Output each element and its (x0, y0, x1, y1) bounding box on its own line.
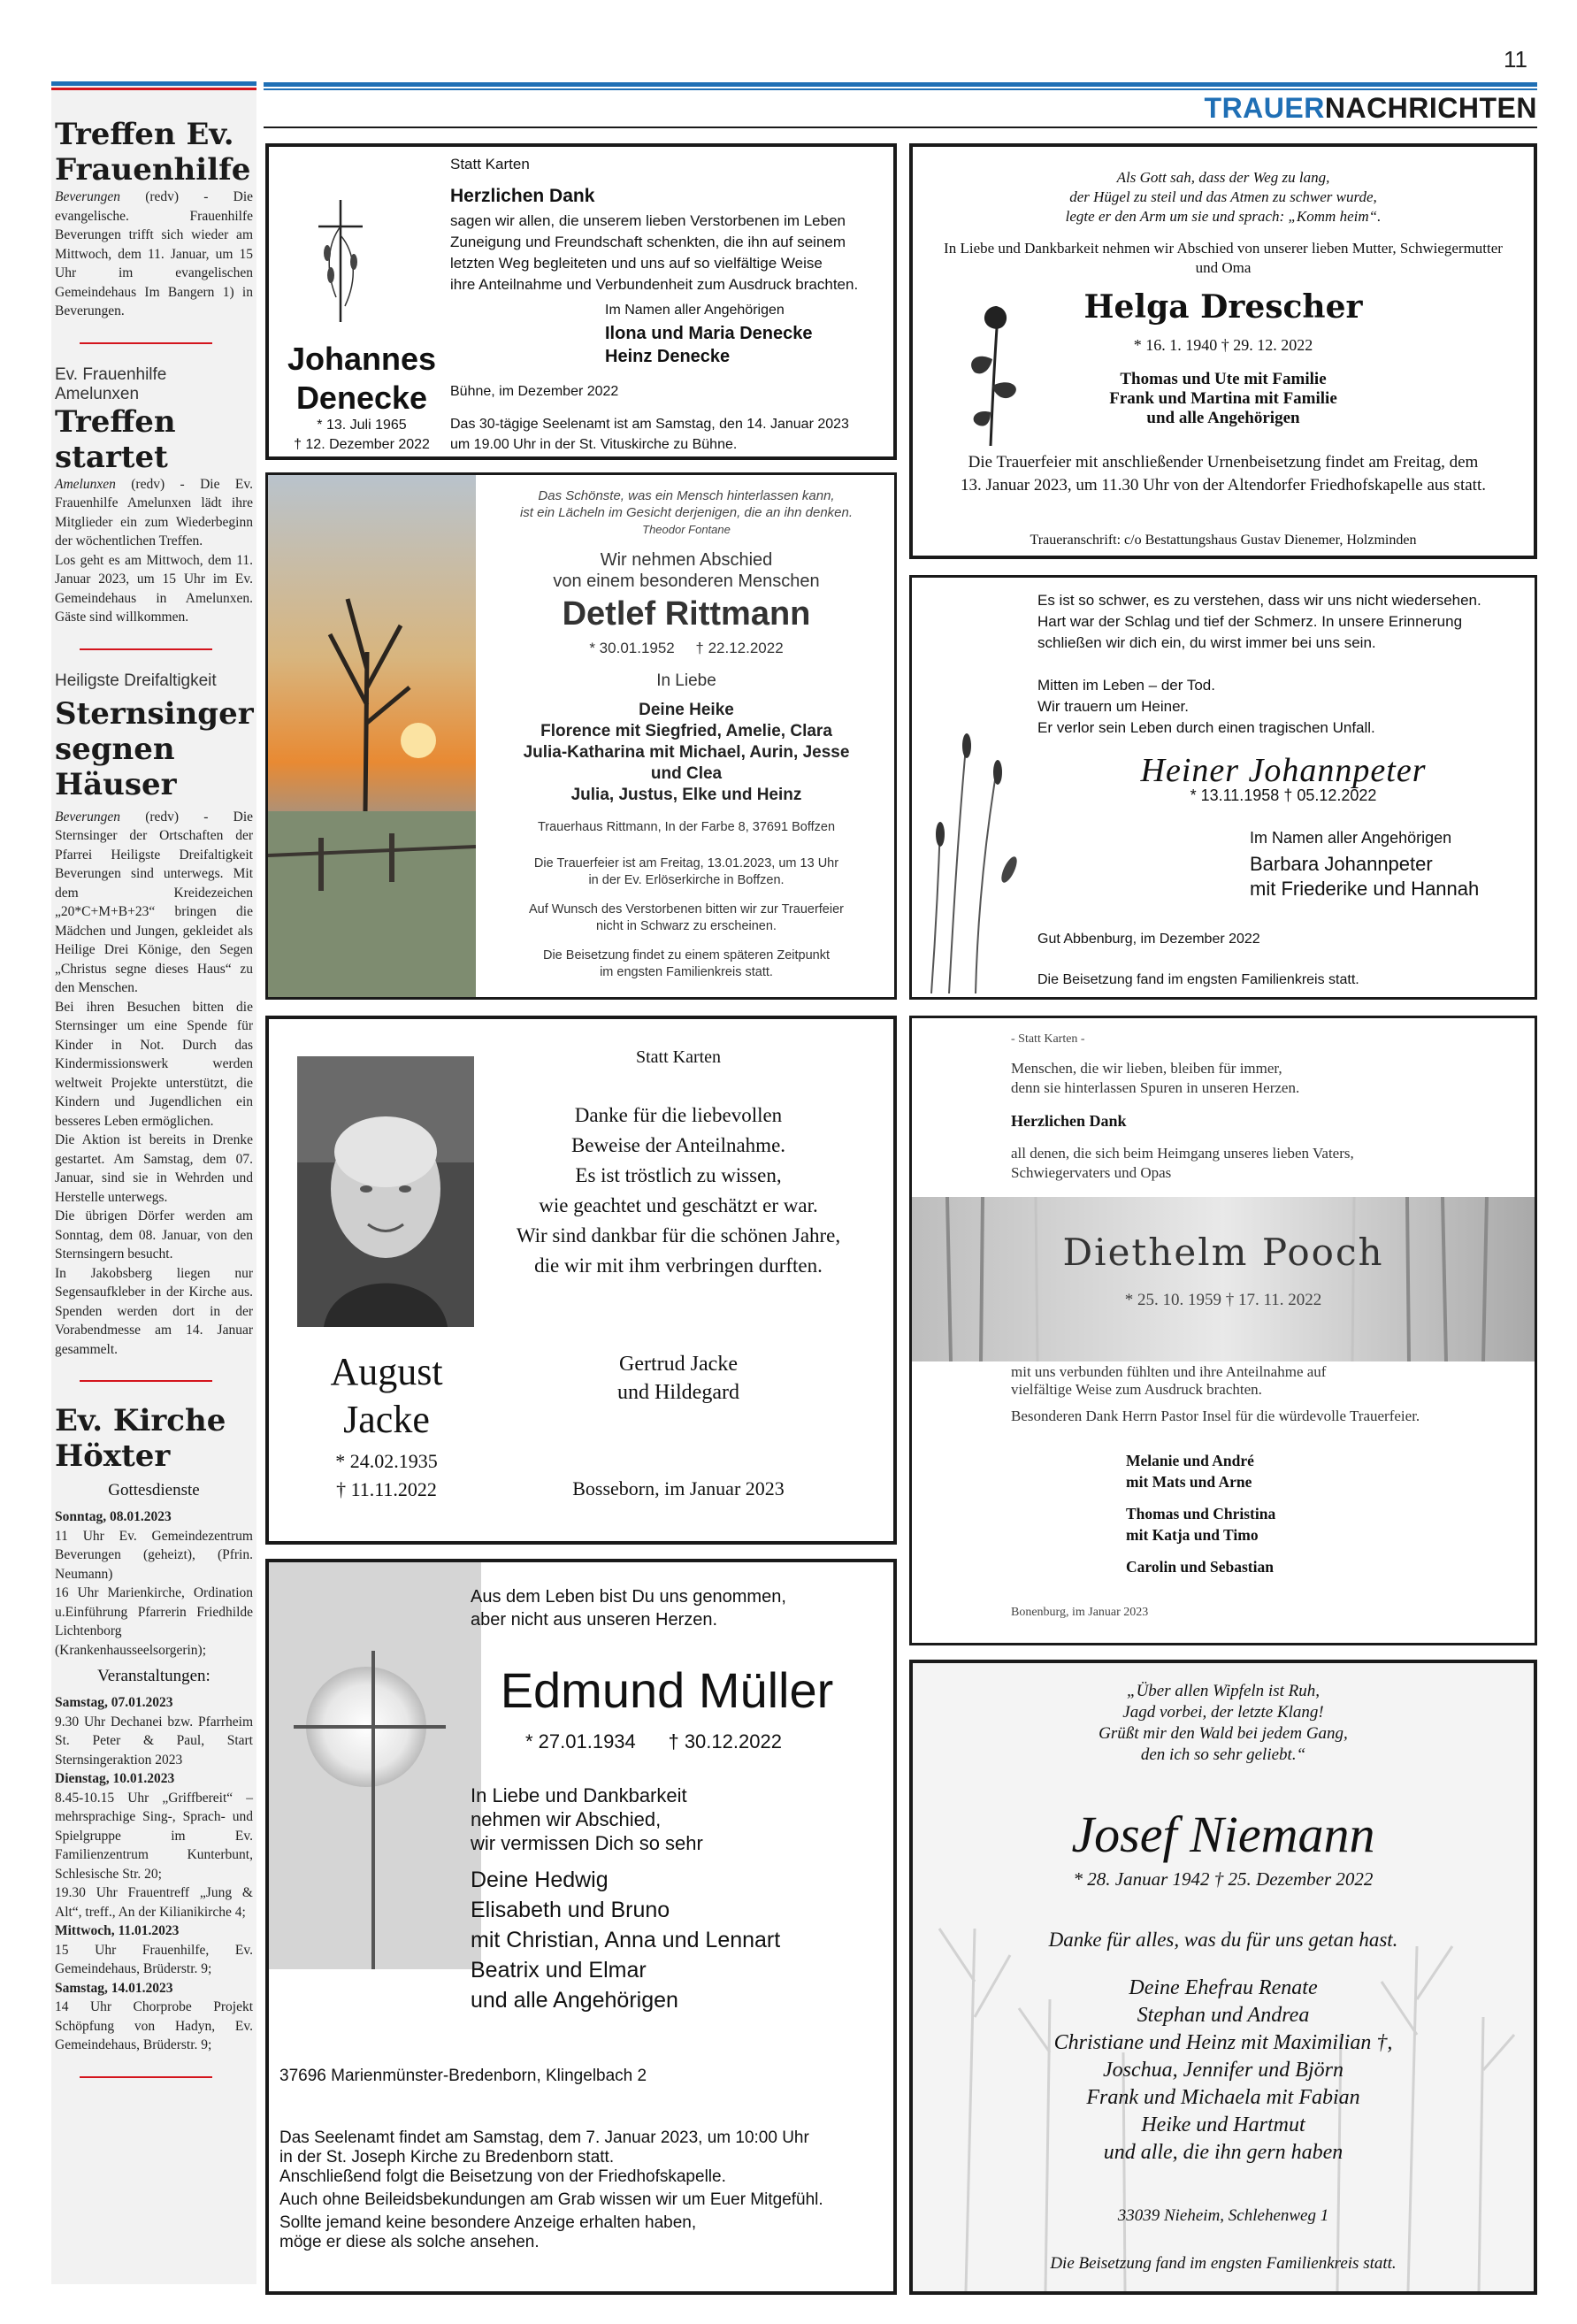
article-kicker: Heiligste Dreifaltigkeit (55, 671, 217, 690)
poem: Es ist so schwer, es zu verstehen, dass wir uns nicht wiedersehen. Hart war der Schlag und tief der Schmerz. In unsere Erinnerung schließen wir dich ein, du wirst immer bei uns sein. (1037, 592, 1481, 651)
place-date: Bosseborn, im Januar 2023 (572, 1477, 785, 1499)
forest-image (912, 1197, 1535, 1361)
statt-karten: - Statt Karten - (1011, 1032, 1085, 1046)
subheading: Veranstaltungen: (97, 1667, 211, 1685)
obituary-rittmann (265, 472, 897, 1000)
event-date: Sonntag, 08.01.2023 (55, 1509, 172, 1524)
deceased-name: Helga Drescher (1083, 288, 1363, 326)
article-title: Sternsinger segnen Häuser (55, 695, 254, 802)
wish-info: Auf Wunsch des Verstorbenen bitten wir zur Trauerfeier nicht in Schwarz zu erscheinen. (529, 902, 844, 933)
article-body: In Jakobsberg liegen nur Segensaufkleber in der Kirche aus. Spenden werden dort in der Vorabendmesse am 14. Januar gesammelt. (55, 1265, 253, 1357)
burial-info: Die Beisetzung fand im engsten Familienkreis statt. (1050, 2254, 1397, 2273)
life-dates: * 13. Juli 1965 † 12. Dezember 2022 (294, 418, 430, 452)
wheat-icon (914, 702, 1046, 993)
event-text: 16 Uhr Marienkirche, Ordination u.Einführung Pfarrerin Friedhilde Lichtenborg (Krankenhausseelsorgerin); (55, 1585, 253, 1658)
left-article-1 (55, 117, 253, 2099)
left-column-red-bar (51, 88, 256, 90)
article-kicker: Ev. Frauenhilfe Amelunxen (55, 364, 167, 403)
deceased-name: Heiner Johannpeter (1140, 752, 1427, 789)
obituary-niemann (909, 1660, 1537, 2295)
im-namen: Im Namen aller Angehörigen (1250, 829, 1452, 847)
article-title: Treffen startet (55, 403, 176, 475)
farewell-text: In Liebe und Dankbarkeit nehmen wir Abschied, wir vermissen Dich so sehr (471, 1784, 703, 1854)
dank-heading: Herzlichen Dank (450, 186, 595, 206)
event-text: 8.45-10.15 Uhr „Griffbereit“ – mehrsprachige Sing-, Sprach- und Spielgruppe im Ev. Familienzentrum Kunterbunt, Schlesische Str. 20; (55, 1790, 253, 1882)
article-title: Treffen Ev. Frauenhilfe (55, 117, 251, 188)
moon-cross-image (269, 1562, 481, 1969)
portrait-photo (297, 1056, 474, 1327)
family-names: Ilona und Maria Denecke Heinz Denecke (605, 324, 813, 366)
intro-text: Menschen, die wir lieben, bleiben für immer, denn sie hinterlassen Spuren in unseren Herzen. (1011, 1060, 1300, 1096)
funeral-info: Die Trauerfeier ist am Freitag, 13.01.2023, um 13 Uhr in der Ev. Erlöserkirche in Boffzen. (533, 856, 839, 887)
article-body: Beverungen (redv) - Die evangelische. Frauenhilfe Beverungen trifft sich wieder am Mittwoch, dem 11. Januar, um 15 Uhr im evangelischen Gemeindehaus Im Bangern 1) in Beverungen. (55, 189, 253, 318)
burial-info: Die Beisetzung fand im engsten Familienkreis statt. (1037, 972, 1359, 987)
family-names: Deine Ehefrau Renate Stephan und Andrea Christiane und Heinz mit Maximilian †, Joschua, Jennifer und Björn Frank und Michaela mit Fabian Heike und Hartmut und alle, die ihn gern haben (1053, 1976, 1393, 2164)
life-dates: * 25. 10. 1959 † 17. 11. 2022 (1124, 1291, 1322, 1309)
life-dates: * 16. 1. 1940 † 29. 12. 2022 (1133, 336, 1313, 354)
life-dates: * 24.02.1935 † 11.11.2022 (335, 1450, 438, 1500)
address: 37696 Marienmünster-Bredenborn, Klingelbach 2 (279, 2067, 647, 2085)
divider (80, 342, 212, 344)
sunset-tree-image (268, 475, 476, 997)
family-names: Deine Hedwig Elisabeth und Bruno mit Christian, Anna und Lennart Beatrix und Elmar und alle Angehörigen (471, 1868, 781, 2013)
life-dates: * 28. Januar 1942 † 25. Dezember 2022 (1073, 1868, 1374, 1890)
burial-info: Die Beisetzung findet zu einem späteren Zeitpunkt im engsten Familienkreis statt. (542, 948, 831, 979)
address: 33039 Nieheim, Schlehenweg 1 (1117, 2206, 1329, 2225)
event-text: 9.30 Uhr Dechanei bzw. Pfarrheim St. Peter & Paul, Start Sternsingeraktion 2023 (55, 1714, 253, 1768)
deceased-name: Edmund Müller (500, 1662, 834, 1718)
obituary-jacke (265, 1016, 897, 1545)
intro-text: Wir nehmen Abschied von einem besonderen Menschen (553, 550, 820, 591)
section-title: TRAUERNACHRICHTEN (1204, 92, 1537, 124)
life-dates: * 30.01.1952 † 22.12.2022 (589, 640, 784, 656)
event-date: Mittwoch, 11.01.2023 (55, 1923, 180, 1938)
article-body: Amelunxen (redv) - Die Ev. Frauenhilfe Amelunxen lädt ihre Mitglieder ein zum Wiederbeginn der wöchentlichen Treffen. (55, 476, 253, 548)
quote: Als Gott sah, dass der Weg zu lang, der Hügel zu steil und das Atmen zu schwer wurde, legte er den Arm um sie und sprach: „Komm heim“. (1065, 169, 1382, 225)
divider (80, 2076, 212, 2078)
article-body: Die übrigen Dörfer werden am Sonntag, dem 08. Januar, von den Sternsingern besucht. (55, 1208, 253, 1262)
deceased-name: Diethelm Pooch (1062, 1231, 1384, 1274)
in-liebe: In Liebe (656, 671, 716, 690)
thanks-text: mit uns verbunden fühlten und ihre Anteilnahme auf vielfältige Weise zum Ausdruck brachten. (1011, 1363, 1327, 1398)
deceased-name: Josef Niemann (1071, 1806, 1375, 1863)
statt-karten: Statt Karten (635, 1047, 722, 1067)
event-text: 11 Uhr Ev. Gemeindezentrum Beverungen (geheizt), (Pfrin. Neumann) (55, 1528, 253, 1582)
event-text: 15 Uhr Frauenhilfe, Ev. Gemeindehaus, Brüderstr. 9; (55, 1942, 253, 1976)
deceased-name: August Jacke (330, 1350, 443, 1441)
divider (80, 648, 212, 650)
address: Traueranschrift: c/o Bestattungshaus Gustav Dienemer, Holzminden (1030, 533, 1417, 548)
funeral-info: Das Seelenamt findet am Samstag, dem 7. Januar 2023, um 10:00 Uhr in der St. Joseph Kirche zu Bredenborn statt. Anschließend folgt die Beisetzung von der Friedhofskapelle. Auch ohne Beileidsbekundungen am Grab wissen wir um Euer Mitgefühl. Sollte jemand keine besondere Anzeige erhalten haben, möge er diese als solche ansehen. (279, 2128, 823, 2251)
divider (80, 1380, 212, 1382)
family-names: Melanie und André mit Mats und Arne Thomas und Christina mit Katja und Timo Carolin und Sebastian (1126, 1452, 1276, 1576)
event-text: 19.30 Uhr Frauentreff „Jung & Alt“, treff., An der Kilianikirche 4; (55, 1885, 253, 1920)
pastor-thanks: Besonderen Dank Herrn Pastor Insel für die würdevolle Trauerfeier. (1011, 1407, 1420, 1424)
place-date: Bonenburg, im Januar 2023 (1011, 1606, 1149, 1619)
obituary-drescher (909, 143, 1537, 559)
memorial-info: Das 30-tägige Seelenamt ist am Samstag, den 14. Januar 2023 um 19.00 Uhr in der St. Vituskirche zu Bühne. (450, 417, 849, 452)
dank-text: sagen wir allen, die unserem lieben Verstorbenen im Leben Zuneigung und Freundschaft schenkten, die ihn auf seinem letzten Weg begleiteten und uns auf so vielfältige Weise ihre Anteilnahme und Verbundenheit zum Ausdruck brachten. (450, 212, 859, 293)
thanks-text: Danke für alles, was du für uns getan hast. (1048, 1929, 1398, 1951)
life-dates: * 27.01.1934 † 30.12.2022 (525, 1730, 782, 1753)
address: Trauerhaus Rittmann, In der Farbe 8, 37691 Boffzen (537, 820, 836, 834)
article-title: Ev. Kirche Höxter (55, 1403, 226, 1474)
thanks-text: Danke für die liebevollen Beweise der Anteilnahme. Es ist tröstlich zu wissen, wie geachtet und geschätzt er war. Wir sind dankbar für die schönen Jahre, die wir mit ihm verbringen durften. (516, 1104, 841, 1277)
text: Mitten im Leben – der Tod. Wir trauern um Heiner. Er verlor sein Leben durch einen tragischen Unfall. (1037, 677, 1375, 736)
dank-heading: Herzlichen Dank (1011, 1112, 1127, 1130)
wheat-cross-icon (301, 191, 380, 324)
page-number: 11 (1504, 46, 1527, 73)
family-names: Barbara Johannpeter mit Friederike und Hannah (1250, 853, 1480, 900)
intro-text: In Liebe und Dankbarkeit nehmen wir Abschied von unserer lieben Mutter, Schwiegermutter und Oma (944, 240, 1503, 276)
subheading: Gottesdienste (108, 1481, 200, 1499)
statt-karten: Statt Karten (450, 156, 530, 173)
dank-text: all denen, die sich beim Heimgang unseres lieben Vaters, Schwiegervaters und Opas (1011, 1145, 1354, 1181)
header-bar (264, 82, 1537, 87)
life-dates: * 13.11.1958 † 05.12.2022 (1190, 786, 1377, 804)
im-namen: Im Namen aller Angehörigen (605, 303, 785, 318)
quote: „Über allen Wipfeln ist Ruh, Jagd vorbei, der letzte Klang! Grüßt mir den Wald bei jedem Gang, den ich so sehr geliebt.“ (1099, 1682, 1348, 1764)
article-body: Beverungen (redv) - Die Sternsinger der Ortschaften der Pfarrei Heiligste Dreifaltigkeit Beverungen sind unterwegs. Mit dem Kreidezeichen „20*C+M+B+23“ bringen die Mädchen und Jungen, gekleidet als Heilige Drei Könige, den Segen „Christus segne dieses Haus“ zu den Menschen. (55, 809, 253, 995)
deceased-name: Detlef Rittmann (562, 595, 811, 633)
family-names: Deine Heike Florence mit Siegfried, Amelie, Clara Julia-Katharina mit Michael, Aurin, Jesse und Clea Julia, Justus, Elke und Heinz (523, 701, 850, 804)
quote: Aus dem Leben bist Du uns genommen, aber nicht aus unseren Herzen. (471, 1587, 786, 1630)
place-date: Gut Abbenburg, im Dezember 2022 (1037, 932, 1260, 947)
header-bar-thin (264, 88, 1537, 90)
place-date: Bühne, im Dezember 2022 (450, 384, 619, 399)
family-names: Thomas und Ute mit Familie Frank und Martina mit Familie und alle Angehörigen (1109, 370, 1337, 427)
deceased-name: Johannes Denecke (287, 341, 437, 416)
obituary-mueller (265, 1559, 897, 2295)
obituary-johannpeter (909, 575, 1537, 1000)
event-date: Samstag, 07.01.2023 (55, 1695, 173, 1710)
event-date: Samstag, 14.01.2023 (55, 1980, 173, 1996)
article-body: Die Aktion ist bereits in Drenke gestartet. Am Samstag, dem 07. Januar, sind sie in Wehrden und Herstelle unterwegs. (55, 1132, 253, 1205)
article-body: Bei ihren Besuchen bitten die Sternsinger um eine Spende für Kinder in Not. Durch das Kindermissionswerk werden weltweit Projekte unterstützt, die Kindern und Jugendlichen ein besseres Leben ermöglichen. (55, 999, 253, 1129)
funeral-info: Die Trauerfeier mit anschließender Urnenbeisetzung findet am Freitag, dem 13. Januar 2023, um 11.30 Uhr von der Altendorfer Friedhofskapelle aus statt. (961, 453, 1486, 495)
quote: Das Schönste, was ein Mensch hinterlassen kann, ist ein Lächeln im Gesicht derjenigen, die an ihn denken. Theodor Fontane (519, 488, 854, 536)
event-text: 14 Uhr Chorprobe Projekt Schöpfung von Hadyn, Ev. Gemeindehaus, Brüderstr. 9; (55, 1999, 253, 2052)
article-body: Los geht es am Mittwoch, dem 11. Januar 2023, um 15 Uhr im Ev. Gemeindehaus in Amelunxen. Gäste sind willkommen. (55, 552, 253, 625)
left-column-bar (51, 81, 256, 86)
obituary-pooch (909, 1016, 1537, 1645)
event-date: Dienstag, 10.01.2023 (55, 1771, 175, 1786)
family-names: Gertrud Jacke und Hildegard (617, 1353, 739, 1404)
obituary-denecke (265, 143, 897, 460)
header-rule (264, 127, 1537, 128)
